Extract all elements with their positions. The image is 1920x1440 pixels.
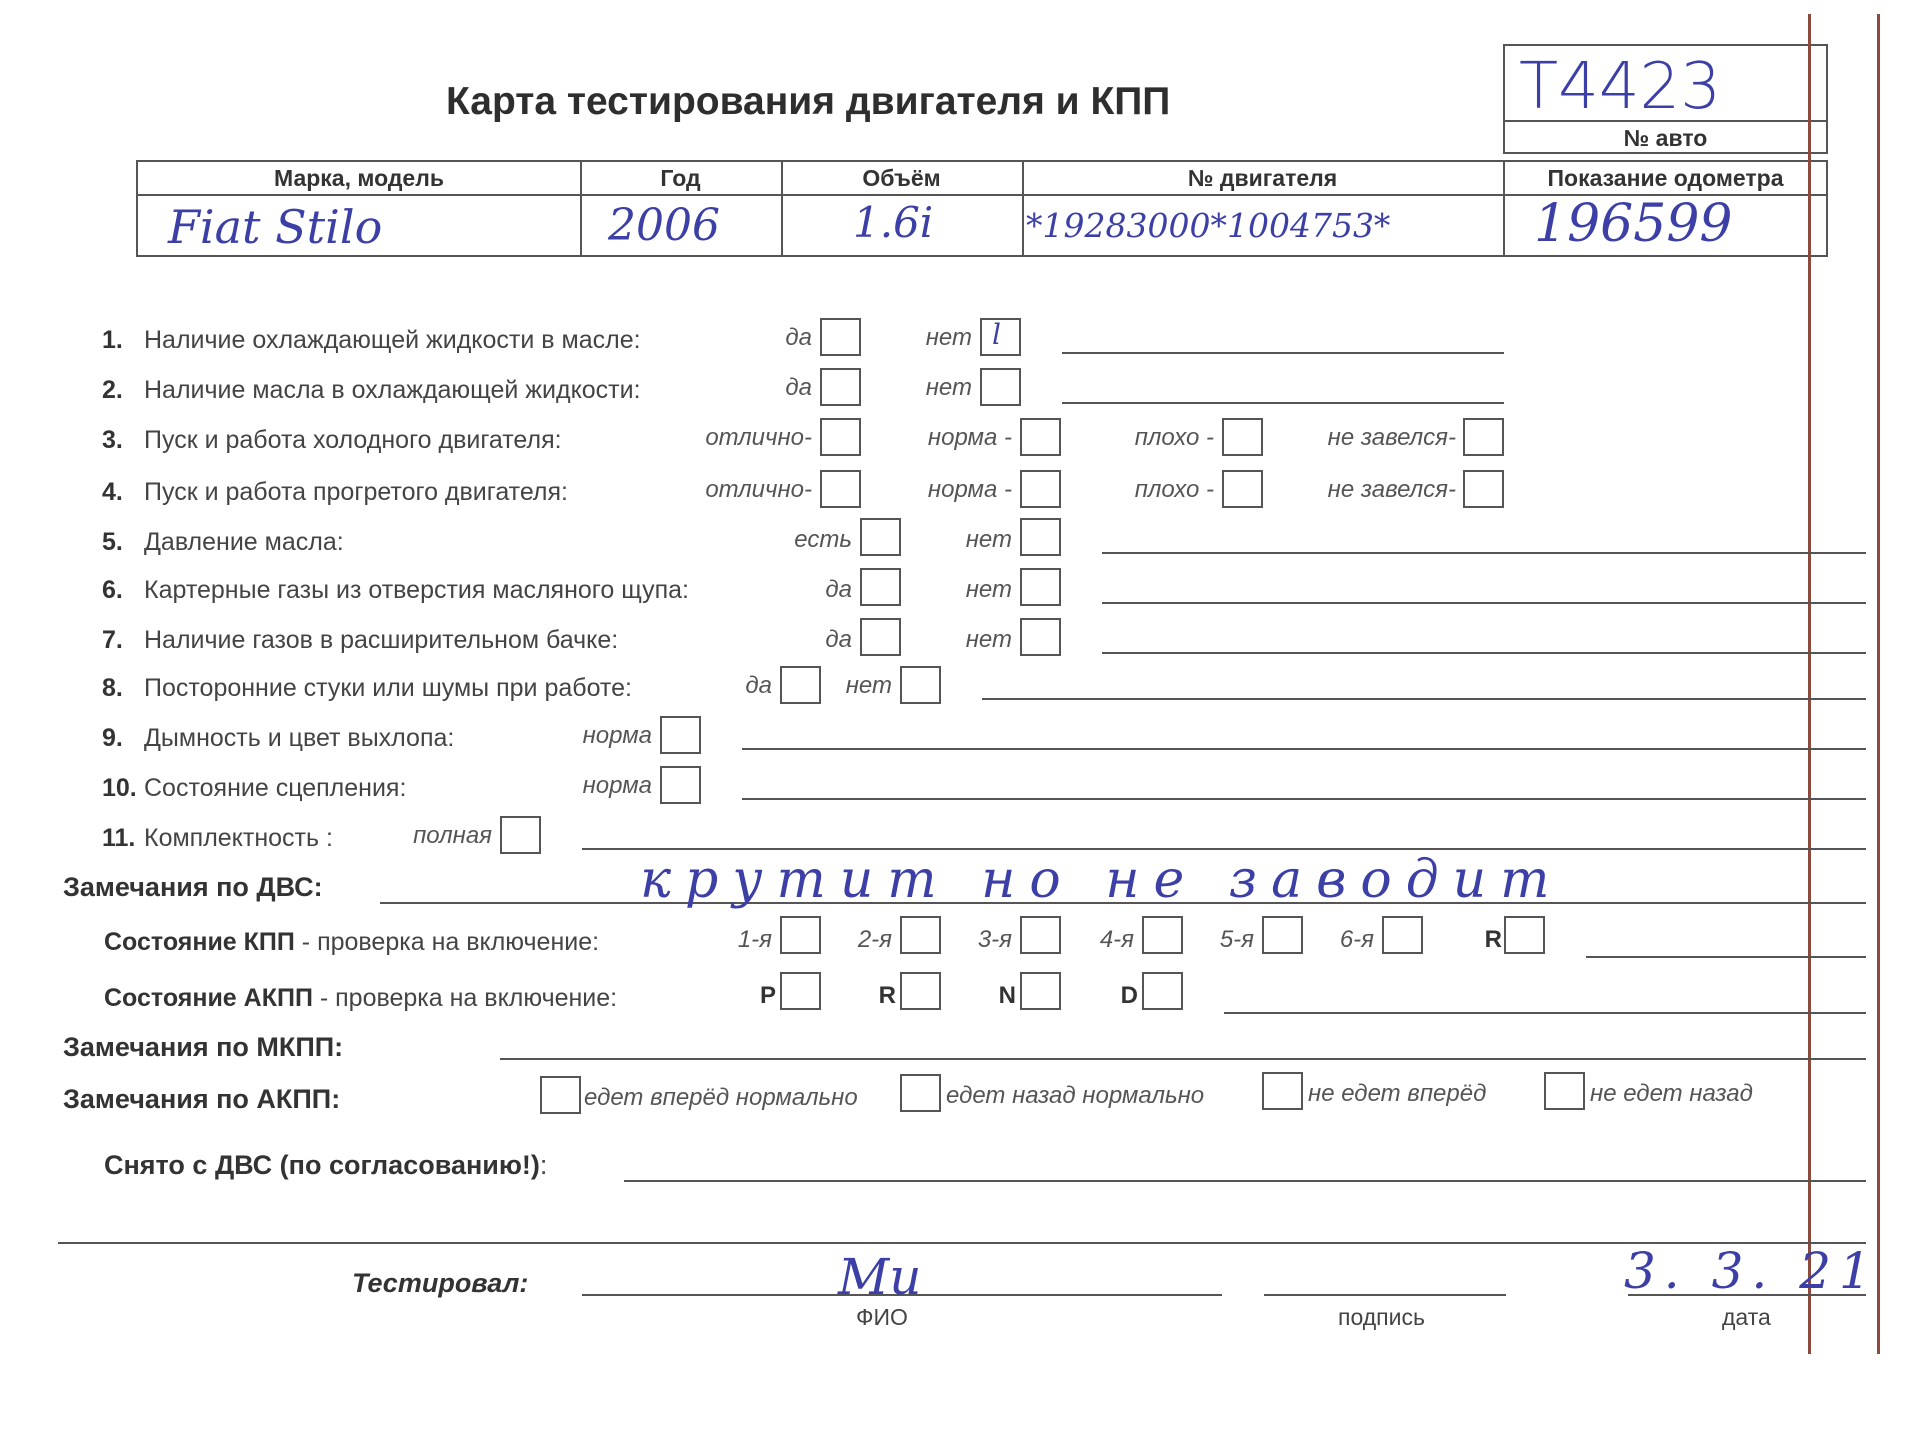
item-label: Наличие охлаждающей жидкости в масле: (144, 326, 641, 354)
option-label: да (825, 626, 852, 653)
date-caption: дата (1722, 1304, 1771, 1330)
checkbox[interactable] (820, 418, 861, 456)
item-label: Состояние сцепления: (144, 774, 407, 802)
removed-label: Снято с ДВС (по согласованию!): (104, 1150, 548, 1180)
remark-line (1102, 552, 1866, 554)
page-title: Карта тестирования двигателя и КПП (446, 80, 1171, 123)
checkbox[interactable] (1142, 916, 1183, 954)
gear-label: 4-я (1099, 926, 1134, 953)
remark-line (1102, 652, 1866, 654)
signature-caption: подпись (1338, 1304, 1425, 1330)
value-volume: 1.6i (853, 198, 934, 247)
margin-line (1808, 14, 1811, 1354)
option-label: нет (965, 626, 1012, 653)
checkbox[interactable] (1504, 916, 1545, 954)
item-label: Пуск и работа холодного двигателя: (144, 426, 562, 454)
item-row: 5. Давление масла: (102, 528, 344, 556)
margin-line (1877, 14, 1880, 1354)
checkbox[interactable] (780, 666, 821, 704)
checkbox[interactable] (1262, 916, 1303, 954)
header-odometer: Показание одометра (1547, 165, 1784, 191)
fio-signature: Ми (838, 1248, 922, 1306)
option-label: едет вперёд нормально (584, 1084, 858, 1111)
checkbox[interactable] (780, 916, 821, 954)
checkbox[interactable] (900, 1074, 941, 1112)
option-label: да (745, 672, 772, 699)
value-odometer: 196599 (1534, 194, 1733, 254)
signature-line (1264, 1294, 1506, 1296)
checkbox[interactable] (1020, 972, 1061, 1010)
checkbox[interactable] (1020, 568, 1061, 606)
remark-line (1062, 352, 1504, 354)
item-row: 9. Дымность и цвет выхлопа: (102, 724, 455, 752)
mode-label: N (998, 982, 1016, 1009)
car-number-box (1503, 44, 1828, 154)
checkbox[interactable] (1463, 470, 1504, 508)
header-engine-no: № двигателя (1187, 165, 1338, 191)
option-label: нет (965, 526, 1012, 553)
checkbox[interactable] (1142, 972, 1183, 1010)
checkbox[interactable] (900, 916, 941, 954)
option-label: норма - (927, 424, 1012, 451)
option-label: едет назад нормально (946, 1082, 1205, 1109)
option-label: да (785, 324, 812, 351)
checkbox[interactable] (660, 766, 701, 804)
checkbox[interactable] (1222, 470, 1263, 508)
tested-by-label: Тестировал: (352, 1268, 529, 1298)
header-volume: Объём (862, 165, 941, 191)
header-year: Год (660, 165, 701, 191)
checkbox[interactable] (1020, 518, 1061, 556)
separator-line (58, 1242, 1866, 1244)
header-make-model: Марка, модель (274, 165, 444, 191)
remark-line (982, 698, 1866, 700)
option-label: отлично- (705, 476, 812, 503)
remark-line (742, 798, 1866, 800)
gear-label: 6-я (1339, 926, 1374, 953)
remark-line (1102, 602, 1866, 604)
checkbox[interactable] (1463, 418, 1504, 456)
option-label: не завелся- (1327, 476, 1456, 503)
option-label: нет (925, 374, 972, 401)
checkbox[interactable] (1020, 916, 1061, 954)
option-label: плохо - (1134, 424, 1214, 451)
checkbox[interactable] (820, 368, 861, 406)
gear-label: R (1484, 926, 1502, 953)
checkbox-checked[interactable] (980, 318, 1021, 356)
akpp-label: Состояние АКПП - проверка на включение: (104, 984, 618, 1012)
option-label: не едет вперёд (1308, 1080, 1487, 1107)
checkbox[interactable] (820, 318, 861, 356)
checkbox[interactable] (820, 470, 861, 508)
option-label: нет (965, 576, 1012, 603)
vehicle-table (136, 160, 1828, 257)
item-label: Пуск и работа прогретого двигателя: (144, 478, 568, 506)
checkbox[interactable] (1020, 618, 1061, 656)
mkpp-remarks-label: Замечания по МКПП: (63, 1032, 344, 1062)
option-label: норма (582, 772, 652, 799)
remark-line (1062, 402, 1504, 404)
item-row: 1. Наличие охлаждающей жидкости в масле: (102, 326, 641, 354)
dvs-remarks-label: Замечания по ДВС: (63, 872, 323, 902)
mode-label: R (878, 982, 896, 1009)
value-year: 2006 (608, 200, 720, 251)
option-label: отлично- (705, 424, 812, 451)
option-label: да (785, 374, 812, 401)
checkbox[interactable] (900, 666, 941, 704)
date-value: 3. 3. 21 (1624, 1242, 1879, 1300)
option-label: нет (925, 324, 972, 351)
checkbox[interactable] (860, 618, 901, 656)
item-row: 11. Комплектность : (102, 824, 333, 852)
akpp-remarks-label: Замечания по АКПП: (63, 1084, 341, 1114)
remark-line (742, 748, 1866, 750)
checkbox[interactable] (860, 518, 901, 556)
checkbox[interactable] (780, 972, 821, 1010)
item-label: Картерные газы из отверстия масляного щупа: (144, 576, 689, 604)
option-label: норма - (927, 476, 1012, 503)
gear-label: 5-я (1219, 926, 1254, 953)
item-row: 3. Пуск и работа холодного двигателя: (102, 426, 562, 454)
fio-caption: ФИО (856, 1304, 908, 1330)
remark-line (500, 1058, 1866, 1060)
option-label: полная (413, 822, 492, 849)
remark-line (1224, 1012, 1866, 1014)
remark-line (1586, 956, 1866, 958)
value-engine-no: *19283000*1004753* (1026, 206, 1391, 245)
item-row: 2. Наличие масла в охлаждающей жидкости: (102, 376, 641, 404)
item-row: 8. Посторонние стуки или шумы при работе: (102, 674, 632, 702)
mode-label: P (759, 982, 776, 1009)
checkbox[interactable] (1262, 1072, 1303, 1110)
remark-line (624, 1180, 1866, 1182)
item-label: Дымность и цвет выхлопа: (144, 724, 455, 752)
option-label: не едет назад (1590, 1080, 1753, 1107)
checkbox[interactable] (1222, 418, 1263, 456)
checkbox[interactable] (500, 816, 541, 854)
item-label: Комплектность : (144, 824, 333, 852)
option-label: плохо - (1134, 476, 1214, 503)
item-label: Посторонние стуки или шумы при работе: (144, 674, 632, 702)
dvs-remarks-value: крутит но не заводит (640, 850, 1564, 910)
checkbox[interactable] (660, 716, 701, 754)
car-number-value: Т4423 (1519, 50, 1721, 124)
gear-label: 3-я (977, 926, 1012, 953)
item-row: 4. Пуск и работа прогретого двигателя: (102, 478, 568, 506)
item-row: 6. Картерные газы из отверстия масляного щупа: (102, 576, 689, 604)
check-mark: l (992, 318, 1001, 351)
gear-label: 2-я (857, 926, 892, 953)
checkbox[interactable] (1382, 916, 1423, 954)
checkbox[interactable] (900, 972, 941, 1010)
checkbox[interactable] (980, 368, 1021, 406)
option-label: не завелся- (1327, 424, 1456, 451)
item-row: 7. Наличие газов в расширительном бачке: (102, 626, 619, 654)
item-label: Наличие газов в расширительном бачке: (144, 626, 619, 654)
checkbox[interactable] (860, 568, 901, 606)
checkbox[interactable] (1544, 1072, 1585, 1110)
kpp-label: Состояние КПП - проверка на включение: (104, 928, 600, 956)
mode-label: D (1120, 982, 1138, 1009)
item-row: 10. Состояние сцепления: (102, 774, 407, 802)
gear-label: 1-я (737, 926, 772, 953)
car-number-label: № авто (1623, 125, 1708, 151)
item-label: Наличие масла в охлаждающей жидкости: (144, 376, 641, 404)
checkbox[interactable] (1020, 470, 1061, 508)
option-label: нет (845, 672, 892, 699)
checkbox[interactable] (540, 1076, 581, 1114)
value-make-model: Fiat Stilo (168, 200, 383, 254)
item-label: Давление масла: (144, 528, 344, 556)
option-label: да (825, 576, 852, 603)
option-label: есть (794, 526, 852, 553)
checkbox[interactable] (1020, 418, 1061, 456)
option-label: норма (582, 722, 652, 749)
